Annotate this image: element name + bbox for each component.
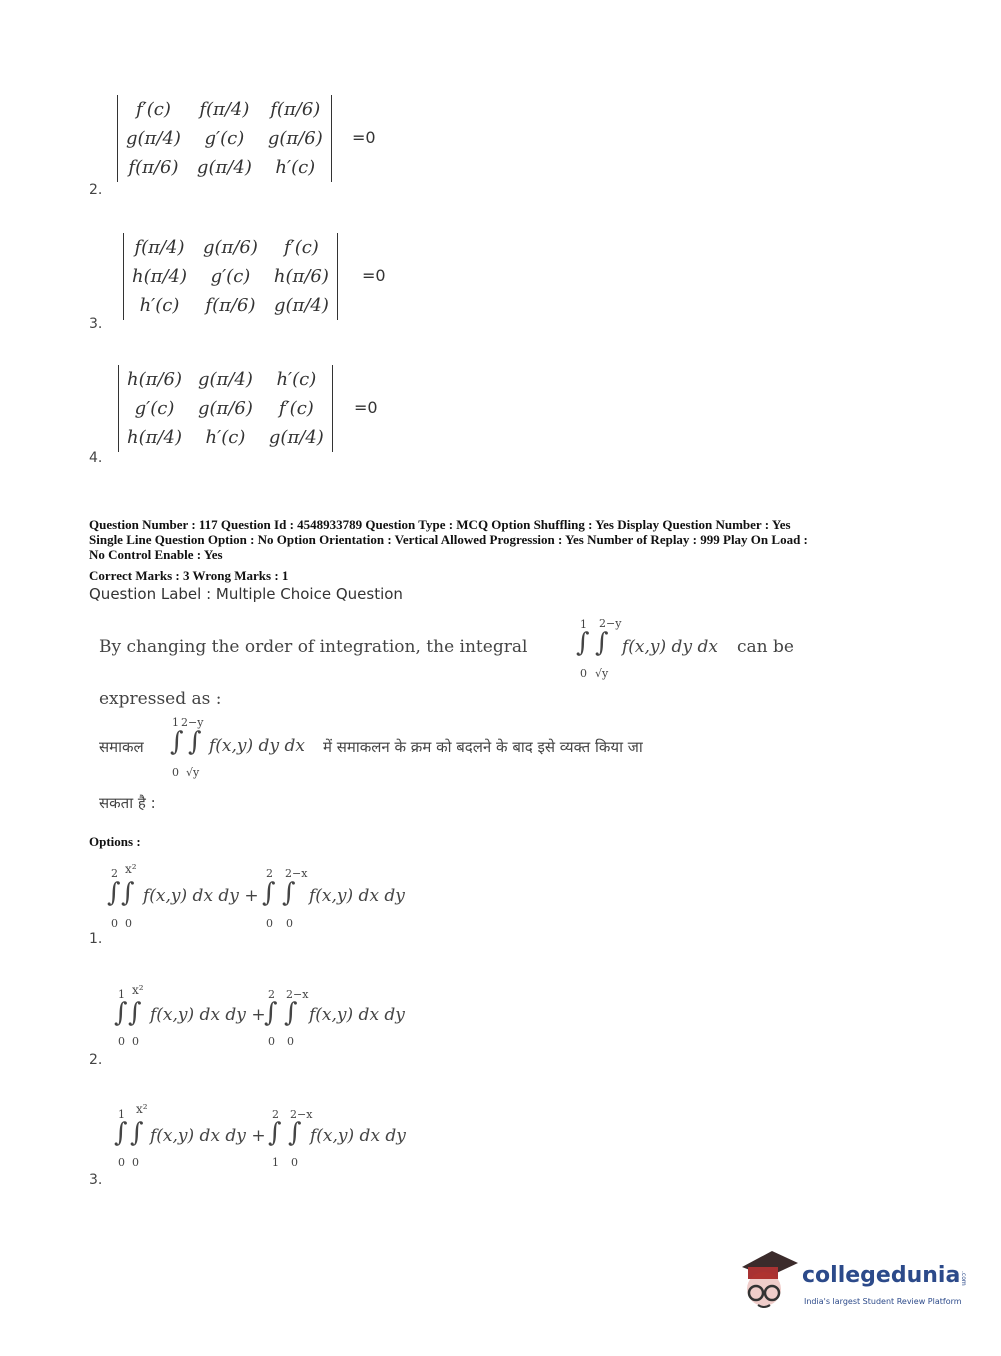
integrand: f(x,y) dy dx [209,736,305,756]
inner-upper-limit: 2−y [599,617,622,630]
logo-name: collegedunia [802,1263,961,1288]
limit: 0 [132,1035,139,1048]
integral-sign-icon: ∫ [114,998,128,1028]
option-number: 2. [89,1052,103,1068]
limit: 0 [291,1156,298,1169]
outer-lower-limit: 0 [580,667,587,680]
mascot-icon [738,1245,798,1311]
limit: 2 [268,988,275,1001]
limit: 2−x [285,867,308,880]
integral-sign-icon: ∫ [264,998,278,1028]
option-number: 2. [89,182,103,198]
question-label: Question Label : Multiple Choice Question [89,585,403,603]
limit: 2 [111,867,118,880]
question-text-hi-3: सकता है : [99,794,156,812]
logo-tagline: India's largest Student Review Platform [804,1297,962,1306]
limit: 0 [118,1035,125,1048]
question-text-hi-2: में समाकलन के क्रम को बदलने के बाद इसे व्यक्त किया जा [323,738,643,756]
limit: 2 [272,1108,279,1121]
limit: 0 [268,1035,275,1048]
integrand: f(x,y) dy dx [622,637,718,657]
question-meta [89,517,969,583]
limit: 2−x [286,988,309,1001]
det-rhs: =0 [354,398,378,417]
limit: 1 [118,1108,125,1121]
limit: 0 [132,1156,139,1169]
integral-sign-icon: ∫ [128,998,142,1028]
inner-lower-limit: √y [186,766,200,779]
integral-sign-icon: ∫ [188,727,202,757]
question-text-hi-1: समाकल [99,738,144,756]
option-number: 1. [89,931,103,947]
limit: x² [132,983,144,997]
outer-lower-limit: 0 [172,766,179,779]
integral-sign-icon: ∫ [284,998,298,1028]
option-number: 3. [89,316,103,332]
determinant-option-2: f′(c) f(π/4) f(π/6) g(π/4) g′(c) g(π/6) f(π/6) g(π/4) h′(c) [117,95,332,182]
option-expr-b: f(x,y) dx dy [310,1126,406,1146]
integral-sign-icon: ∫ [107,878,121,908]
determinant-option-4: h(π/6) g(π/4) h′(c) g′(c) g(π/6) f′(c) h(π/4) h′(c) g(π/4) [118,365,333,452]
option-number: 4. [89,450,103,466]
option-expr-b: f(x,y) dx dy [309,1005,405,1025]
limit: 0 [266,917,273,930]
logo-com: .com [960,1271,967,1286]
integral-sign-icon: ∫ [114,1118,128,1148]
question-text-en-3: expressed as : [99,689,222,709]
integral-sign-icon: ∫ [282,878,296,908]
meta-line-1: Question Number : 117 Question Id : 4548933789 Question Type : MCQ Option Shuffling : Yes Display Question Number : Yes [89,517,791,532]
option-expr-a: f(x,y) dx dy + [143,886,259,906]
meta-line-3: No Control Enable : Yes [89,547,223,562]
limit: 1 [272,1156,279,1169]
option-expr-b: f(x,y) dx dy [309,886,405,906]
integral-sign-icon: ∫ [121,878,135,908]
limit: 1 [118,988,125,1001]
integral-sign-icon: ∫ [130,1118,144,1148]
limit: 0 [111,917,118,930]
question-text-en-1: By changing the order of integration, the integral [99,637,528,657]
options-label: Options : [89,834,141,849]
integral-sign-icon: ∫ [170,727,184,757]
question-text-en-2: can be [737,637,794,657]
limit: 0 [287,1035,294,1048]
limit: 0 [125,917,132,930]
limit: 2−x [290,1108,313,1121]
inner-upper-limit: 2−y [181,716,204,729]
det-rhs: =0 [352,128,376,147]
inner-lower-limit: √y [595,667,609,680]
option-number: 3. [89,1172,103,1188]
meta-line-2: Single Line Question Option : No Option Orientation : Vertical Allowed Progression : Yes Number of Replay : 999 Play On Load : [89,532,808,547]
integral-sign-icon: ∫ [268,1118,282,1148]
integral-sign-icon: ∫ [595,628,609,658]
limit: x² [125,862,137,876]
outer-upper-limit: 1 [580,618,587,631]
limit: 0 [118,1156,125,1169]
option-expr-a: f(x,y) dx dy + [150,1005,266,1025]
collegedunia-logo [738,1245,978,1315]
meta-marks: Correct Marks : 3 Wrong Marks : 1 [89,568,289,583]
limit: 2 [266,867,273,880]
option-expr-a: f(x,y) dx dy + [150,1126,266,1146]
integral-sign-icon: ∫ [576,628,590,658]
limit: 0 [286,917,293,930]
det-rhs: =0 [362,266,386,285]
determinant-option-3: f(π/4) g(π/6) f′(c) h(π/4) g′(c) h(π/6) h′(c) f(π/6) g(π/4) [123,233,338,320]
integral-sign-icon: ∫ [288,1118,302,1148]
limit: x² [136,1102,148,1116]
outer-upper-limit: 1 [172,716,179,729]
integral-sign-icon: ∫ [262,878,276,908]
